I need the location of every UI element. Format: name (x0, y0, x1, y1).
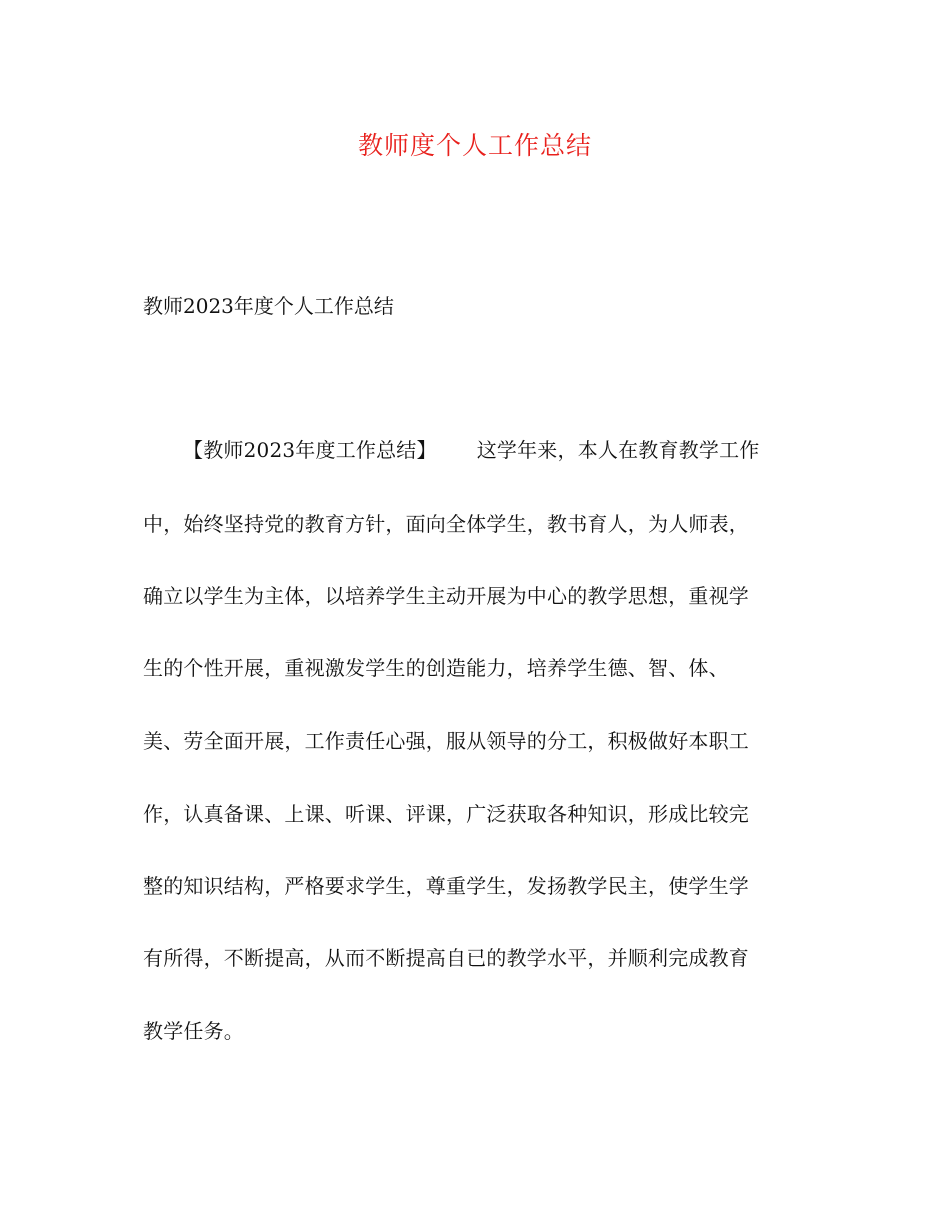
document-subtitle: 教师2023年度个人工作总结 (143, 294, 394, 318)
paragraph-line-6: 作，认真备课、上课、听课、评课，广泛获取各种知识，形成比较完 (143, 802, 749, 826)
document-title: 教师度个人工作总结 (357, 131, 592, 160)
summary-tag: 【教师2023年度工作总结】 (183, 438, 437, 462)
paragraph-line-1 (183, 434, 760, 466)
paragraph-line-3: 确立以学生为主体，以培养学生主动开展为中心的教学思想，重视学 (143, 584, 749, 608)
paragraph-line-5: 美、劳全面开展，工作责任心强，服从领导的分工，积极做好本职工 (143, 729, 749, 753)
paragraph-line-4: 生的个性开展，重视激发学生的创造能力，培养学生德、智、体、 (143, 656, 729, 680)
paragraph-line-2: 中，始终坚持党的教育方针，面向全体学生，教书育人，为人师表， (143, 512, 749, 536)
paragraph-line-8: 有所得，不断提高，从而不断提高自已的教学水平，并顺利完成教育 (143, 946, 749, 970)
paragraph-text: 这学年来，本人在教育教学工作 (476, 438, 760, 462)
paragraph-line-7: 整的知识结构，严格要求学生，尊重学生，发扬教学民主，使学生学 (143, 874, 749, 898)
paragraph-line-9: 教学任务。 (143, 1019, 244, 1043)
